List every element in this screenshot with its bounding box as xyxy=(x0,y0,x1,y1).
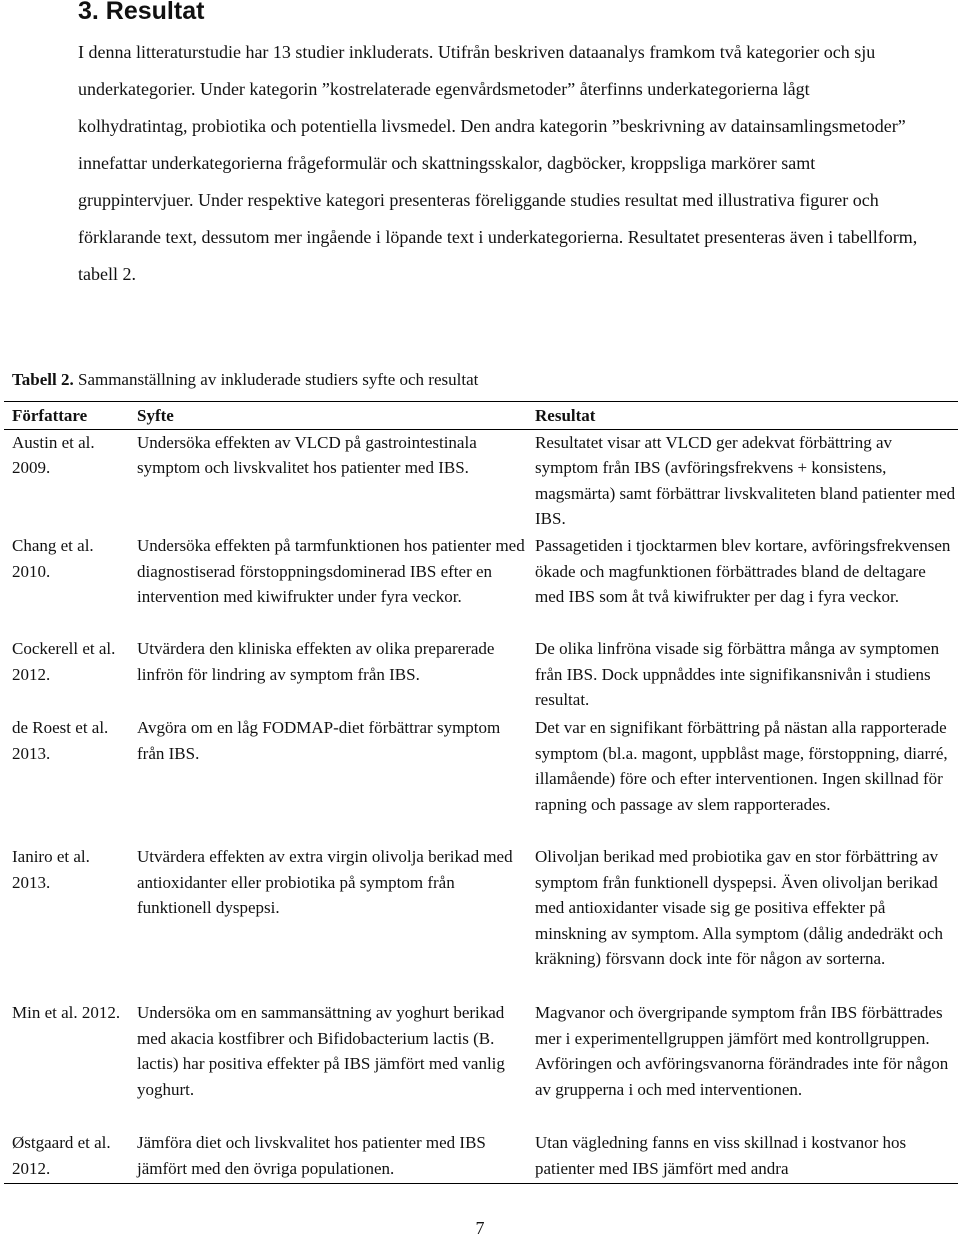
results-table xyxy=(4,401,958,1184)
header-purpose: Syfte xyxy=(129,402,527,430)
cell-result: Utan vägledning fanns en viss skillnad i kostvanor hos patienter med IBS jämfört med andra xyxy=(527,1130,958,1184)
cell-purpose: Undersöka effekten på tarmfunktionen hos patienter med diagnostiserad förstoppningsdominerad IBS efter en intervention med kiwifrukter under fyra veckor. xyxy=(137,536,525,607)
page-number: 7 xyxy=(475,1218,485,1238)
header-result: Resultat xyxy=(527,402,958,430)
table-row xyxy=(4,1000,958,1130)
cell-purpose: Avgöra om en låg FODMAP-diet förbättrar symptom från IBS. xyxy=(137,718,501,763)
table-caption-label: Tabell 2. xyxy=(12,370,74,389)
cell-result: Det var en signifikant förbättring på nästan alla rapporterade symptom (bl.a. magont, uppblåst mage, förstoppning, diarré, illamående) före och efter interventionen. Ingen skillnad för rapning och passage av slem rapporterades. xyxy=(535,718,948,814)
cell-purpose: Undersöka effekten av VLCD på gastrointestinala symptom och livskvalitet hos patienter med IBS. xyxy=(137,432,477,478)
cell-author: Ianiro et al. 2013. xyxy=(12,847,90,892)
cell-result: De olika linfröna visade sig förbättra många av symptomen från IBS. Dock uppnåddes inte signifikansnivån i studiens resultat. xyxy=(535,639,940,710)
table-row xyxy=(4,533,958,636)
cell-author: Austin et al. 2009. xyxy=(12,432,95,478)
cell-author: de Roest et al. 2013. xyxy=(12,718,109,763)
section-heading: 3. Resultat xyxy=(78,0,205,25)
table-row xyxy=(4,715,958,844)
table-header-row xyxy=(4,402,958,430)
table-row xyxy=(4,429,958,533)
cell-result: Passagetiden i tjocktarmen blev kortare, avföringsfrekvensen ökade och magfunktionen förbättrades bland de deltagare med IBS som åt två kiwifrukter per dag i fyra veckor. xyxy=(535,536,951,607)
cell-result: Magvanor och övergripande symptom från IBS förbättrades mer i experimentellgruppen jämfört med kontrollgruppen. Avföringen och avföringsvanorna förändrades inte för någon av grupperna i och med interventionen. xyxy=(535,1003,949,1099)
table-row xyxy=(4,1130,958,1184)
table-row xyxy=(4,844,958,1000)
cell-author: Østgaard et al. 2012. xyxy=(4,1130,129,1184)
intro-paragraph xyxy=(78,34,918,293)
table-caption xyxy=(12,368,478,392)
cell-result: Resultatet visar att VLCD ger adekvat förbättring av symptom från IBS (avföringsfrekvens + konsistens, magsmärta) samt förbättrar livskvaliteten bland patienter med IBS. xyxy=(535,432,956,529)
cell-purpose: Undersöka om en sammansättning av yoghurt berikad med akacia kostfibrer och Bifidobacterium lactis (B. lactis) har positiva effekter på IBS jämfört med vanlig yoghurt. xyxy=(137,1003,505,1099)
cell-author: Min et al. 2012. xyxy=(12,1003,121,1023)
header-author: Författare xyxy=(4,402,129,430)
cell-purpose: Utvärdera den kliniska effekten av olika preparerade linfrön för lindring av symptom från IBS. xyxy=(137,639,495,684)
cell-result: Olivoljan berikad med probiotika gav en stor förbättring av symptom från funktionell dyspepsi. Även olivoljan berikad med antioxidanter visade sig ge positiva effekter på minskning av symptom. Alla symptom (dålig andedräkt och kräkning) försvann dock inte för någon av sorterna. xyxy=(535,847,943,969)
cell-purpose: Jämföra diet och livskvalitet hos patienter med IBS jämfört med den övriga populationen. xyxy=(129,1130,527,1184)
table-caption-text: Sammanställning av inkluderade studiers syfte och resultat xyxy=(73,370,479,389)
cell-purpose: Utvärdera effekten av extra virgin olivolja berikad med antioxidanter eller probiotika på symptom från funktionell dyspepsi. xyxy=(137,847,513,918)
intro-text: I denna litteraturstudie har 13 studier inkluderats. Utifrån beskriven dataanalys framkom två kategorier och sju underkategorier. Under kategorin ”kostrelaterade egenvårdsmetoder” återfinns underkategorierna lågt kolhydratintag, probiotika och potentiella livsmedel. Den andra kategorin ”beskrivning av datainsamlingsmetoder” innefattar underkategorierna frågeformulär och skattningsskalor, dagböcker, kroppsliga markörer samt gruppintervjuer. Under respektive kategori presenteras föreliggande studies resultat med illustrativa figurer och förklarande text, dessutom mer ingående i löpande text i underkategorierna. Resultatet presenteras även i tabellform, tabell 2. xyxy=(78,42,918,284)
cell-author: Cockerell et al. 2012. xyxy=(12,639,116,684)
table-row xyxy=(4,636,958,715)
cell-author: Chang et al. 2010. xyxy=(12,536,94,581)
